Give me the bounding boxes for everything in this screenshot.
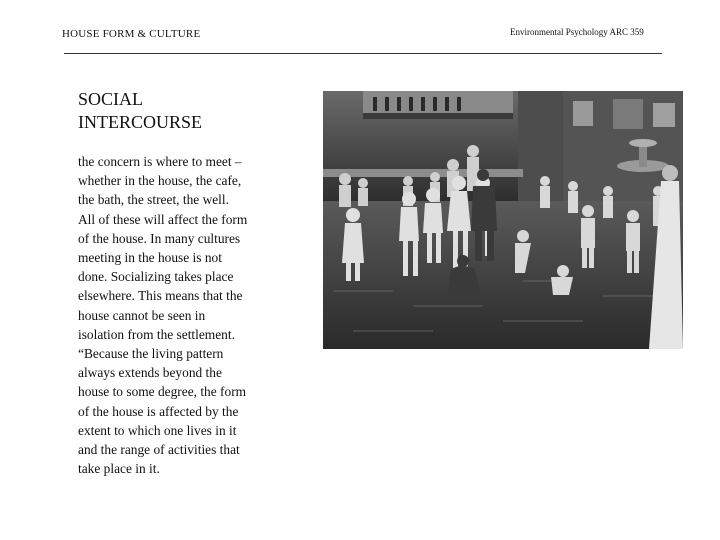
body-line: always extends beyond the bbox=[78, 365, 222, 381]
body-paragraph bbox=[78, 152, 293, 478]
title-line-1: SOCIAL bbox=[78, 89, 144, 109]
body-line: house cannot be seen in bbox=[78, 307, 206, 323]
title-line-2: INTERCOURSE bbox=[78, 112, 203, 132]
body-line: meeting in the house is not bbox=[78, 250, 222, 266]
body-line: whether in the house, the cafe, bbox=[78, 173, 242, 189]
slide-title bbox=[78, 88, 298, 134]
bathing-children-photo bbox=[323, 91, 683, 349]
body-line: All of these will affect the form bbox=[78, 211, 248, 227]
course-name-header: Environmental Psychology ARC 359 bbox=[510, 27, 644, 37]
body-line: “Because the living pattern bbox=[78, 346, 224, 362]
course-topic-header: HOUSE FORM & CULTURE bbox=[62, 28, 201, 40]
header-divider bbox=[64, 53, 662, 54]
body-line: done. Socializing takes place bbox=[78, 269, 234, 285]
body-line: of the house. In many cultures bbox=[78, 230, 241, 246]
body-line: the bath, the street, the well. bbox=[78, 192, 229, 208]
photo-illustration bbox=[323, 91, 683, 349]
body-line: extent to which one lives in it bbox=[78, 422, 237, 438]
body-line: isolation from the settlement. bbox=[78, 326, 235, 342]
body-line: take place in it. bbox=[78, 461, 160, 477]
body-line: house to some degree, the form bbox=[78, 384, 247, 400]
body-line: the concern is where to meet – bbox=[78, 154, 242, 169]
body-line: and the range of activities that bbox=[78, 442, 240, 458]
body-line: of the house is affected by the bbox=[78, 403, 239, 419]
body-line: elsewhere. This means that the bbox=[78, 288, 243, 304]
